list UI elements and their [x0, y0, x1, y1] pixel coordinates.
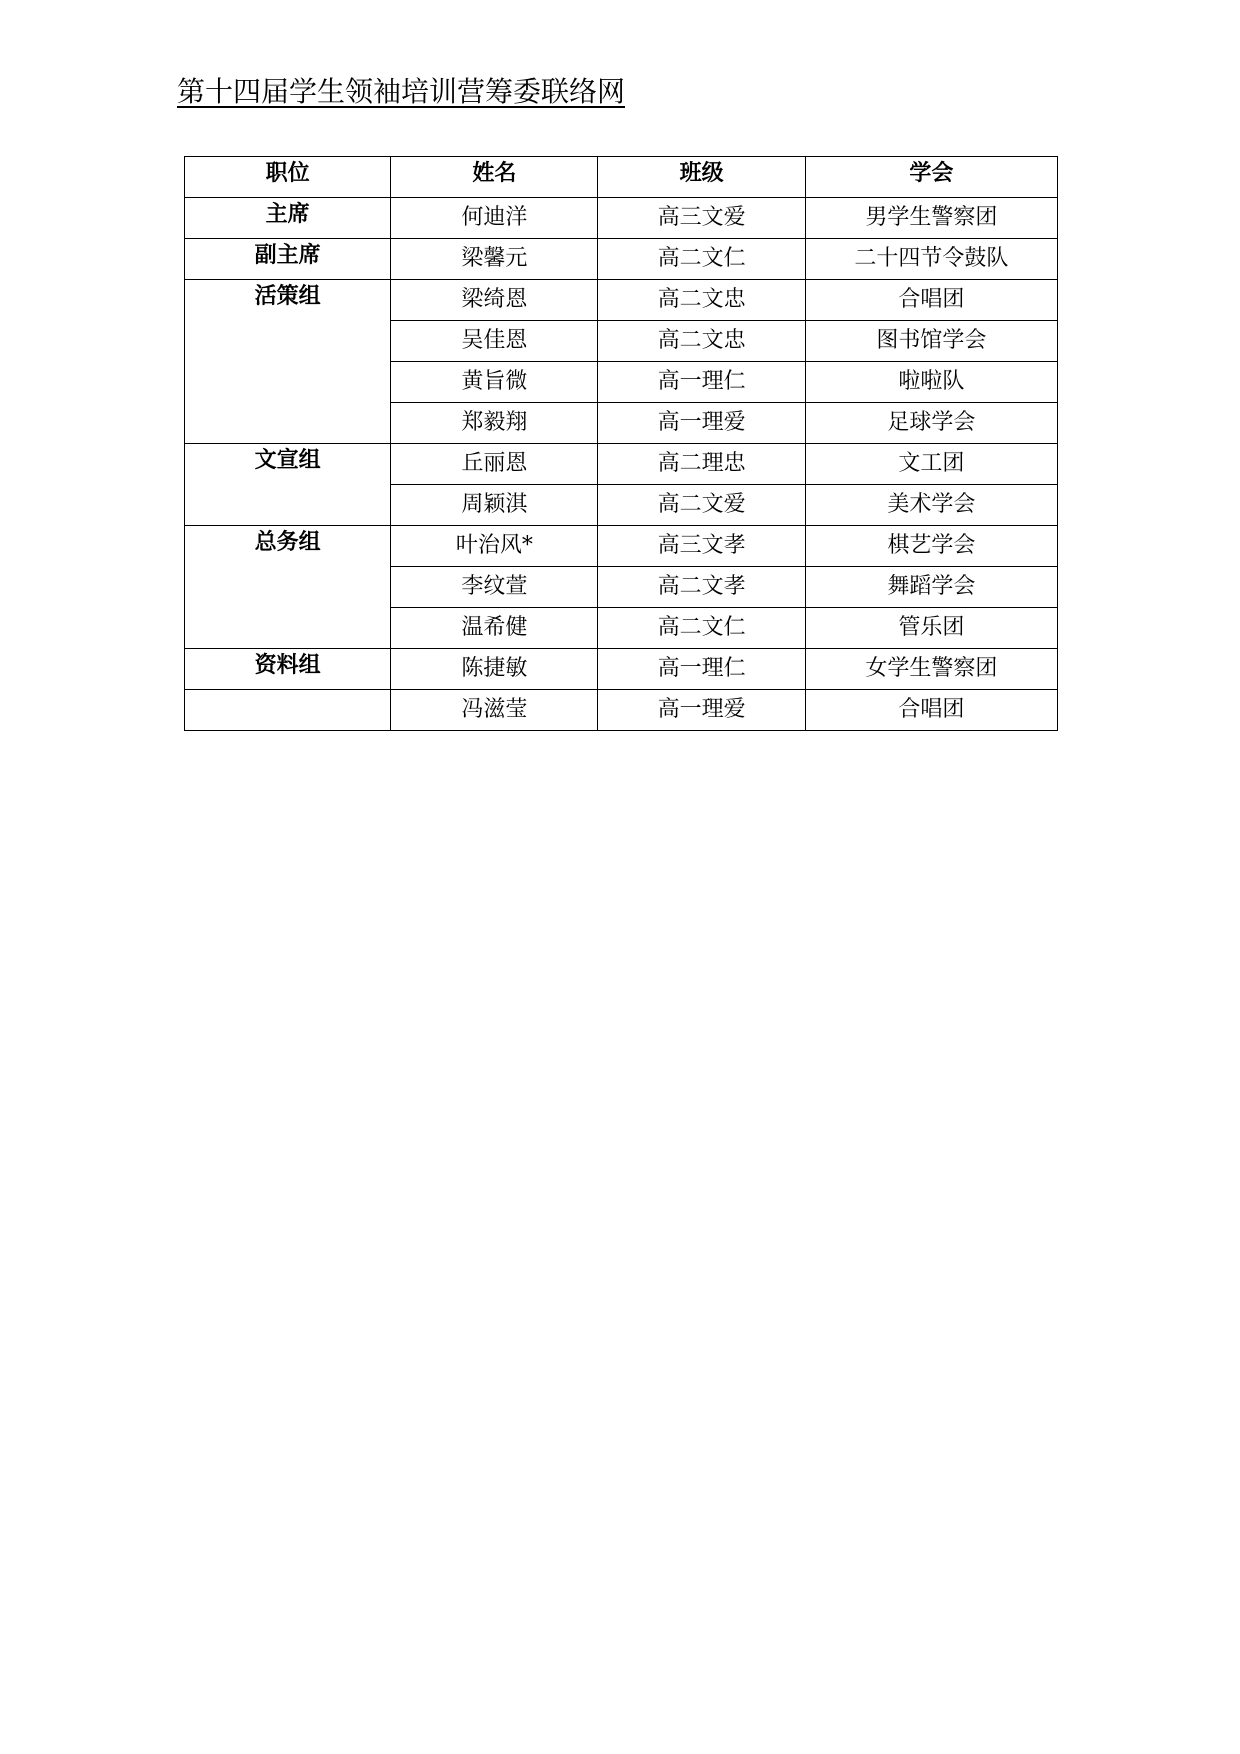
club-cell: 女学生警察团	[805, 649, 1057, 690]
name-cell: 陈捷敏	[391, 649, 598, 690]
club-cell: 图书馆学会	[805, 321, 1057, 362]
club-cell: 合唱团	[805, 690, 1057, 731]
name-cell: 丘丽恩	[391, 444, 598, 485]
class-cell: 高二文爱	[598, 485, 805, 526]
name-cell: 吴佳恩	[391, 321, 598, 362]
header-class: 班级	[598, 157, 805, 198]
class-cell: 高一理仁	[598, 362, 805, 403]
class-cell: 高三文孝	[598, 526, 805, 567]
class-cell: 高二文仁	[598, 239, 805, 280]
header-club: 学会	[805, 157, 1057, 198]
club-cell: 男学生警察团	[805, 198, 1057, 239]
class-cell: 高三文爱	[598, 198, 805, 239]
table-header-row	[185, 157, 1058, 198]
club-cell: 足球学会	[805, 403, 1057, 444]
position-cell: 活策组	[185, 280, 391, 444]
class-cell: 高二文忠	[598, 321, 805, 362]
position-cell: 文宣组	[185, 444, 391, 526]
header-position: 职位	[185, 157, 391, 198]
class-cell: 高一理爱	[598, 690, 805, 731]
name-cell: 周颖淇	[391, 485, 598, 526]
class-cell: 高一理仁	[598, 649, 805, 690]
table-row	[185, 690, 1058, 731]
club-cell: 二十四节令鼓队	[805, 239, 1057, 280]
class-cell: 高二理忠	[598, 444, 805, 485]
table-row	[185, 239, 1058, 280]
name-cell: 冯滋莹	[391, 690, 598, 731]
table-row	[185, 649, 1058, 690]
table-row	[185, 526, 1058, 567]
name-cell: 温希健	[391, 608, 598, 649]
position-cell: 资料组	[185, 649, 391, 690]
name-cell: 何迪洋	[391, 198, 598, 239]
class-cell: 高二文仁	[598, 608, 805, 649]
table-row	[185, 198, 1058, 239]
name-cell: 叶治风*	[391, 526, 598, 567]
club-cell: 文工团	[805, 444, 1057, 485]
class-cell: 高二文忠	[598, 280, 805, 321]
class-cell: 高二文孝	[598, 567, 805, 608]
club-cell: 合唱团	[805, 280, 1057, 321]
name-cell: 梁馨元	[391, 239, 598, 280]
position-cell: 主席	[185, 198, 391, 239]
position-cell	[185, 690, 391, 731]
name-cell: 李纹萱	[391, 567, 598, 608]
table-row	[185, 444, 1058, 485]
table-row	[185, 280, 1058, 321]
header-name: 姓名	[391, 157, 598, 198]
club-cell: 啦啦队	[805, 362, 1057, 403]
club-cell: 美术学会	[805, 485, 1057, 526]
name-cell: 梁绮恩	[391, 280, 598, 321]
club-cell: 棋艺学会	[805, 526, 1057, 567]
name-cell: 黄旨微	[391, 362, 598, 403]
document-title: 第十四届学生领袖培训营筹委联络网	[177, 75, 626, 108]
name-cell: 郑毅翔	[391, 403, 598, 444]
position-cell: 总务组	[185, 526, 391, 649]
club-cell: 管乐团	[805, 608, 1057, 649]
class-cell: 高一理爱	[598, 403, 805, 444]
position-cell: 副主席	[185, 239, 391, 280]
committee-contact-table	[184, 156, 1058, 731]
club-cell: 舞蹈学会	[805, 567, 1057, 608]
